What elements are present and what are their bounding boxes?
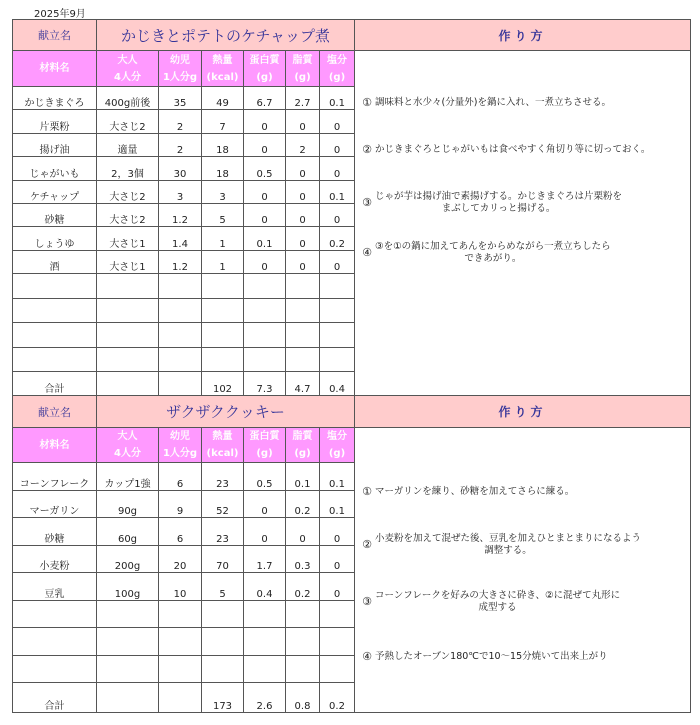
total-salt: 0.2 bbox=[320, 683, 355, 713]
empty-cell bbox=[13, 274, 97, 299]
empty-cell bbox=[202, 323, 244, 348]
cell-energy: 7 bbox=[202, 110, 244, 133]
empty-cell bbox=[286, 323, 320, 348]
empty-cell bbox=[244, 347, 286, 372]
cell-adult: 大さじ2 bbox=[97, 203, 159, 226]
empty-cell bbox=[320, 600, 355, 628]
cell-child: 6 bbox=[159, 518, 202, 546]
total-protein: 2.6 bbox=[244, 683, 286, 713]
cell-name: 小麦粉 bbox=[13, 545, 97, 573]
col-ingredient: 材料名 bbox=[13, 51, 97, 87]
empty-cell bbox=[320, 323, 355, 348]
col-protein-line1: 蛋白質 bbox=[249, 431, 280, 442]
cell-salt: 0 bbox=[320, 545, 355, 573]
empty-cell bbox=[97, 298, 159, 323]
menu-name-label: 献立名 bbox=[13, 20, 97, 51]
empty-cell bbox=[159, 274, 202, 299]
col-adult-line1: 大人 bbox=[117, 54, 138, 66]
cell-protein: 0 bbox=[244, 518, 286, 546]
cell-salt: 0.1 bbox=[320, 180, 355, 203]
step-number: ③ bbox=[362, 595, 372, 608]
step-text: ③を①の鍋に加えてあんをからめながら一煮立ちしたら できあがり。 bbox=[375, 241, 611, 264]
empty-cell bbox=[244, 655, 286, 683]
cell-adult: カップ1強 bbox=[97, 463, 159, 491]
total-fat: 4.7 bbox=[286, 372, 320, 396]
col-fat-line1: 脂質 bbox=[292, 431, 313, 442]
col-fat bbox=[286, 51, 320, 87]
empty-cell bbox=[202, 655, 244, 683]
empty-cell bbox=[202, 298, 244, 323]
col-child bbox=[159, 428, 202, 463]
col-adult bbox=[97, 51, 159, 87]
cell-name: 片栗粉 bbox=[13, 110, 97, 133]
column-header-row bbox=[13, 428, 691, 463]
step-number: ① bbox=[362, 485, 372, 498]
cell-name: コーンフレーク bbox=[13, 463, 97, 491]
col-protein-line2: (g) bbox=[256, 448, 273, 459]
cell-adult: 大さじ2 bbox=[97, 180, 159, 203]
empty-cell bbox=[159, 683, 202, 713]
cell-protein: 0 bbox=[244, 133, 286, 156]
step-number: ② bbox=[362, 143, 372, 156]
empty-cell bbox=[97, 600, 159, 628]
cell-fat: 0.2 bbox=[286, 490, 320, 518]
empty-cell bbox=[320, 274, 355, 299]
cell-adult: 400g前後 bbox=[97, 87, 159, 110]
menu-header-row bbox=[13, 396, 691, 428]
empty-cell bbox=[244, 274, 286, 299]
empty-cell bbox=[159, 372, 202, 396]
empty-cell bbox=[13, 655, 97, 683]
cell-child: 2 bbox=[159, 133, 202, 156]
total-protein: 7.3 bbox=[244, 372, 286, 396]
date-label: 2025年9月 bbox=[34, 9, 86, 20]
cell-name: 豆乳 bbox=[13, 573, 97, 601]
empty-cell bbox=[286, 347, 320, 372]
cell-salt: 0 bbox=[320, 518, 355, 546]
empty-cell bbox=[286, 600, 320, 628]
cell-energy: 18 bbox=[202, 157, 244, 180]
cell-protein: 0 bbox=[244, 203, 286, 226]
cell-fat: 0 bbox=[286, 157, 320, 180]
col-adult-line2: 4人分 bbox=[114, 71, 141, 83]
cell-name: 砂糖 bbox=[13, 518, 97, 546]
cell-protein: 0 bbox=[244, 110, 286, 133]
empty-cell bbox=[13, 628, 97, 656]
cell-fat: 0.1 bbox=[286, 463, 320, 491]
empty-cell bbox=[159, 347, 202, 372]
total-salt: 0.4 bbox=[320, 372, 355, 396]
col-energy-line1: 熱量 bbox=[212, 431, 233, 442]
col-adult-line1: 大人 bbox=[117, 431, 138, 442]
col-child-line1: 幼児 bbox=[170, 54, 190, 66]
cell-fat: 0 bbox=[286, 518, 320, 546]
cell-salt: 0 bbox=[320, 110, 355, 133]
cell-child: 1.4 bbox=[159, 227, 202, 250]
empty-cell bbox=[286, 274, 320, 299]
cell-energy: 70 bbox=[202, 545, 244, 573]
cell-child: 30 bbox=[159, 157, 202, 180]
cell-protein: 0 bbox=[244, 180, 286, 203]
cell-name: 酒 bbox=[13, 250, 97, 273]
step-number: ② bbox=[362, 538, 372, 551]
cell-name: しょうゆ bbox=[13, 227, 97, 250]
cell-energy: 3 bbox=[202, 180, 244, 203]
total-fat: 0.8 bbox=[286, 683, 320, 713]
step-text: 予熱したオーブン180℃で10～15分焼いて出来上がり bbox=[375, 651, 608, 662]
empty-cell bbox=[286, 655, 320, 683]
cell-energy: 23 bbox=[202, 518, 244, 546]
howto-step bbox=[359, 590, 684, 614]
step-text: かじきまぐろとじゃがいもは食べやすく角切り等に切っておく。 bbox=[375, 144, 651, 155]
empty-cell bbox=[97, 683, 159, 713]
empty-cell bbox=[159, 655, 202, 683]
recipe-table bbox=[12, 395, 691, 713]
empty-cell bbox=[97, 347, 159, 372]
col-protein bbox=[244, 51, 286, 87]
cell-salt: 0 bbox=[320, 157, 355, 180]
cell-adult: 90g bbox=[97, 490, 159, 518]
col-protein-line1: 蛋白質 bbox=[249, 54, 280, 66]
cell-name: かじきまぐろ bbox=[13, 87, 97, 110]
col-fat-line1: 脂質 bbox=[292, 54, 313, 66]
howto-label: 作り方 bbox=[355, 396, 691, 428]
col-ingredient: 材料名 bbox=[13, 428, 97, 463]
empty-cell bbox=[244, 298, 286, 323]
howto-steps bbox=[355, 51, 691, 396]
howto-step bbox=[359, 533, 684, 557]
total-energy: 173 bbox=[202, 683, 244, 713]
cell-energy: 52 bbox=[202, 490, 244, 518]
col-child bbox=[159, 51, 202, 87]
col-fat-line2: (g) bbox=[294, 448, 311, 459]
empty-cell bbox=[320, 347, 355, 372]
cell-child: 2 bbox=[159, 110, 202, 133]
cell-child: 1.2 bbox=[159, 250, 202, 273]
cell-adult: 大さじ1 bbox=[97, 227, 159, 250]
cell-protein: 0 bbox=[244, 490, 286, 518]
howto-steps bbox=[355, 428, 691, 713]
step-text: 小麦粉を加えて混ぜた後、豆乳を加えひとまとまりになるよう 調整する。 bbox=[375, 533, 642, 556]
cell-salt: 0.2 bbox=[320, 227, 355, 250]
recipe-title: かじきとポテトのケチャップ煮 bbox=[97, 20, 355, 51]
cell-adult: 適量 bbox=[97, 133, 159, 156]
empty-cell bbox=[97, 628, 159, 656]
total-label: 合計 bbox=[13, 683, 97, 713]
empty-cell bbox=[13, 600, 97, 628]
cell-salt: 0 bbox=[320, 250, 355, 273]
cell-protein: 0.5 bbox=[244, 463, 286, 491]
col-salt-line1: 塩分 bbox=[327, 431, 347, 442]
howto-step bbox=[359, 191, 684, 215]
empty-cell bbox=[244, 323, 286, 348]
cell-child: 6 bbox=[159, 463, 202, 491]
cell-fat: 0.2 bbox=[286, 573, 320, 601]
step-number: ④ bbox=[362, 650, 372, 663]
empty-cell bbox=[244, 600, 286, 628]
cell-salt: 0 bbox=[320, 573, 355, 601]
cell-fat: 0 bbox=[286, 180, 320, 203]
cell-adult: 大さじ1 bbox=[97, 250, 159, 273]
cell-child: 3 bbox=[159, 180, 202, 203]
empty-cell bbox=[320, 628, 355, 656]
cell-name: マーガリン bbox=[13, 490, 97, 518]
col-child-line2: 1人分g bbox=[162, 448, 198, 459]
cell-name: 揚げ油 bbox=[13, 133, 97, 156]
cell-fat: 2.7 bbox=[286, 87, 320, 110]
cell-energy: 1 bbox=[202, 250, 244, 273]
empty-cell bbox=[286, 628, 320, 656]
cell-name: 砂糖 bbox=[13, 203, 97, 226]
col-salt-line1: 塩分 bbox=[327, 54, 348, 66]
col-energy bbox=[202, 428, 244, 463]
cell-adult: 2，3個 bbox=[97, 157, 159, 180]
cell-energy: 18 bbox=[202, 133, 244, 156]
cell-child: 10 bbox=[159, 573, 202, 601]
cell-energy: 5 bbox=[202, 573, 244, 601]
empty-cell bbox=[202, 628, 244, 656]
menu-name-label: 献立名 bbox=[13, 396, 97, 428]
cell-protein: 0.4 bbox=[244, 573, 286, 601]
step-text: コーンフレークを好みの大きさに砕き、②に混ぜて丸形に 成型する bbox=[375, 590, 621, 613]
cell-fat: 2 bbox=[286, 133, 320, 156]
cell-protein: 0.1 bbox=[244, 227, 286, 250]
empty-cell bbox=[202, 347, 244, 372]
total-label: 合計 bbox=[13, 372, 97, 396]
cell-energy: 23 bbox=[202, 463, 244, 491]
cell-child: 1.2 bbox=[159, 203, 202, 226]
empty-cell bbox=[159, 323, 202, 348]
col-fat bbox=[286, 428, 320, 463]
cell-salt: 0.1 bbox=[320, 463, 355, 491]
col-protein bbox=[244, 428, 286, 463]
empty-cell bbox=[244, 628, 286, 656]
empty-cell bbox=[202, 600, 244, 628]
col-child-line2: 1人分g bbox=[162, 71, 198, 83]
step-number: ③ bbox=[362, 196, 372, 209]
col-adult bbox=[97, 428, 159, 463]
cell-salt: 0.1 bbox=[320, 87, 355, 110]
step-number: ④ bbox=[362, 246, 372, 259]
cell-protein: 0.5 bbox=[244, 157, 286, 180]
cell-energy: 49 bbox=[202, 87, 244, 110]
empty-cell bbox=[13, 347, 97, 372]
empty-cell bbox=[97, 372, 159, 396]
cell-adult: 60g bbox=[97, 518, 159, 546]
empty-cell bbox=[13, 323, 97, 348]
cell-energy: 1 bbox=[202, 227, 244, 250]
empty-cell bbox=[202, 274, 244, 299]
step-number: ① bbox=[362, 96, 372, 109]
col-child-line1: 幼児 bbox=[170, 431, 190, 442]
howto-step bbox=[359, 144, 684, 156]
empty-cell bbox=[97, 655, 159, 683]
cell-protein: 6.7 bbox=[244, 87, 286, 110]
howto-step bbox=[359, 241, 684, 265]
col-adult-line2: 4人分 bbox=[114, 448, 141, 459]
empty-cell bbox=[159, 628, 202, 656]
total-energy: 102 bbox=[202, 372, 244, 396]
howto-step bbox=[359, 97, 684, 109]
cell-name: ケチャップ bbox=[13, 180, 97, 203]
column-header-row bbox=[13, 51, 691, 87]
cell-adult: 100g bbox=[97, 573, 159, 601]
howto-label: 作り方 bbox=[355, 20, 691, 51]
empty-cell bbox=[159, 298, 202, 323]
howto-step bbox=[359, 486, 684, 498]
cell-name: じゃがいも bbox=[13, 157, 97, 180]
recipe-title: ザクザククッキー bbox=[97, 396, 355, 428]
empty-cell bbox=[13, 298, 97, 323]
cell-child: 20 bbox=[159, 545, 202, 573]
cell-fat: 0 bbox=[286, 250, 320, 273]
empty-cell bbox=[320, 298, 355, 323]
cell-salt: 0 bbox=[320, 133, 355, 156]
col-energy-line1: 熱量 bbox=[212, 54, 233, 66]
cell-fat: 0 bbox=[286, 227, 320, 250]
col-salt bbox=[320, 428, 355, 463]
howto-step bbox=[359, 651, 684, 663]
cell-fat: 0 bbox=[286, 110, 320, 133]
cell-salt: 0.1 bbox=[320, 490, 355, 518]
empty-cell bbox=[97, 323, 159, 348]
col-energy-line2: (kcal) bbox=[206, 71, 239, 83]
cell-protein: 1.7 bbox=[244, 545, 286, 573]
col-salt bbox=[320, 51, 355, 87]
cell-adult: 200g bbox=[97, 545, 159, 573]
col-protein-line2: (g) bbox=[256, 71, 273, 83]
cell-child: 9 bbox=[159, 490, 202, 518]
step-text: じゃが芋は揚げ油で素揚げする。かじきまぐろは片栗粉を まぶしてカリっと揚げる。 bbox=[375, 191, 623, 214]
cell-energy: 5 bbox=[202, 203, 244, 226]
cell-fat: 0.3 bbox=[286, 545, 320, 573]
empty-cell bbox=[159, 600, 202, 628]
step-text: マーガリンを練り、砂糖を加えてさらに練る。 bbox=[375, 486, 575, 497]
cell-adult: 大さじ2 bbox=[97, 110, 159, 133]
col-energy-line2: (kcal) bbox=[206, 448, 239, 459]
menu-header-row bbox=[13, 20, 691, 51]
cell-child: 35 bbox=[159, 87, 202, 110]
col-fat-line2: (g) bbox=[294, 71, 311, 83]
col-salt-line2: (g) bbox=[328, 71, 346, 83]
recipe-table bbox=[12, 19, 691, 396]
cell-protein: 0 bbox=[244, 250, 286, 273]
empty-cell bbox=[286, 298, 320, 323]
empty-cell bbox=[320, 655, 355, 683]
col-energy bbox=[202, 51, 244, 87]
cell-fat: 0 bbox=[286, 203, 320, 226]
cell-salt: 0 bbox=[320, 203, 355, 226]
empty-cell bbox=[97, 274, 159, 299]
step-text: 調味料と水少々(分量外)を鍋に入れ、一煮立ちさせる。 bbox=[375, 97, 612, 108]
col-salt-line2: (g) bbox=[328, 448, 346, 459]
